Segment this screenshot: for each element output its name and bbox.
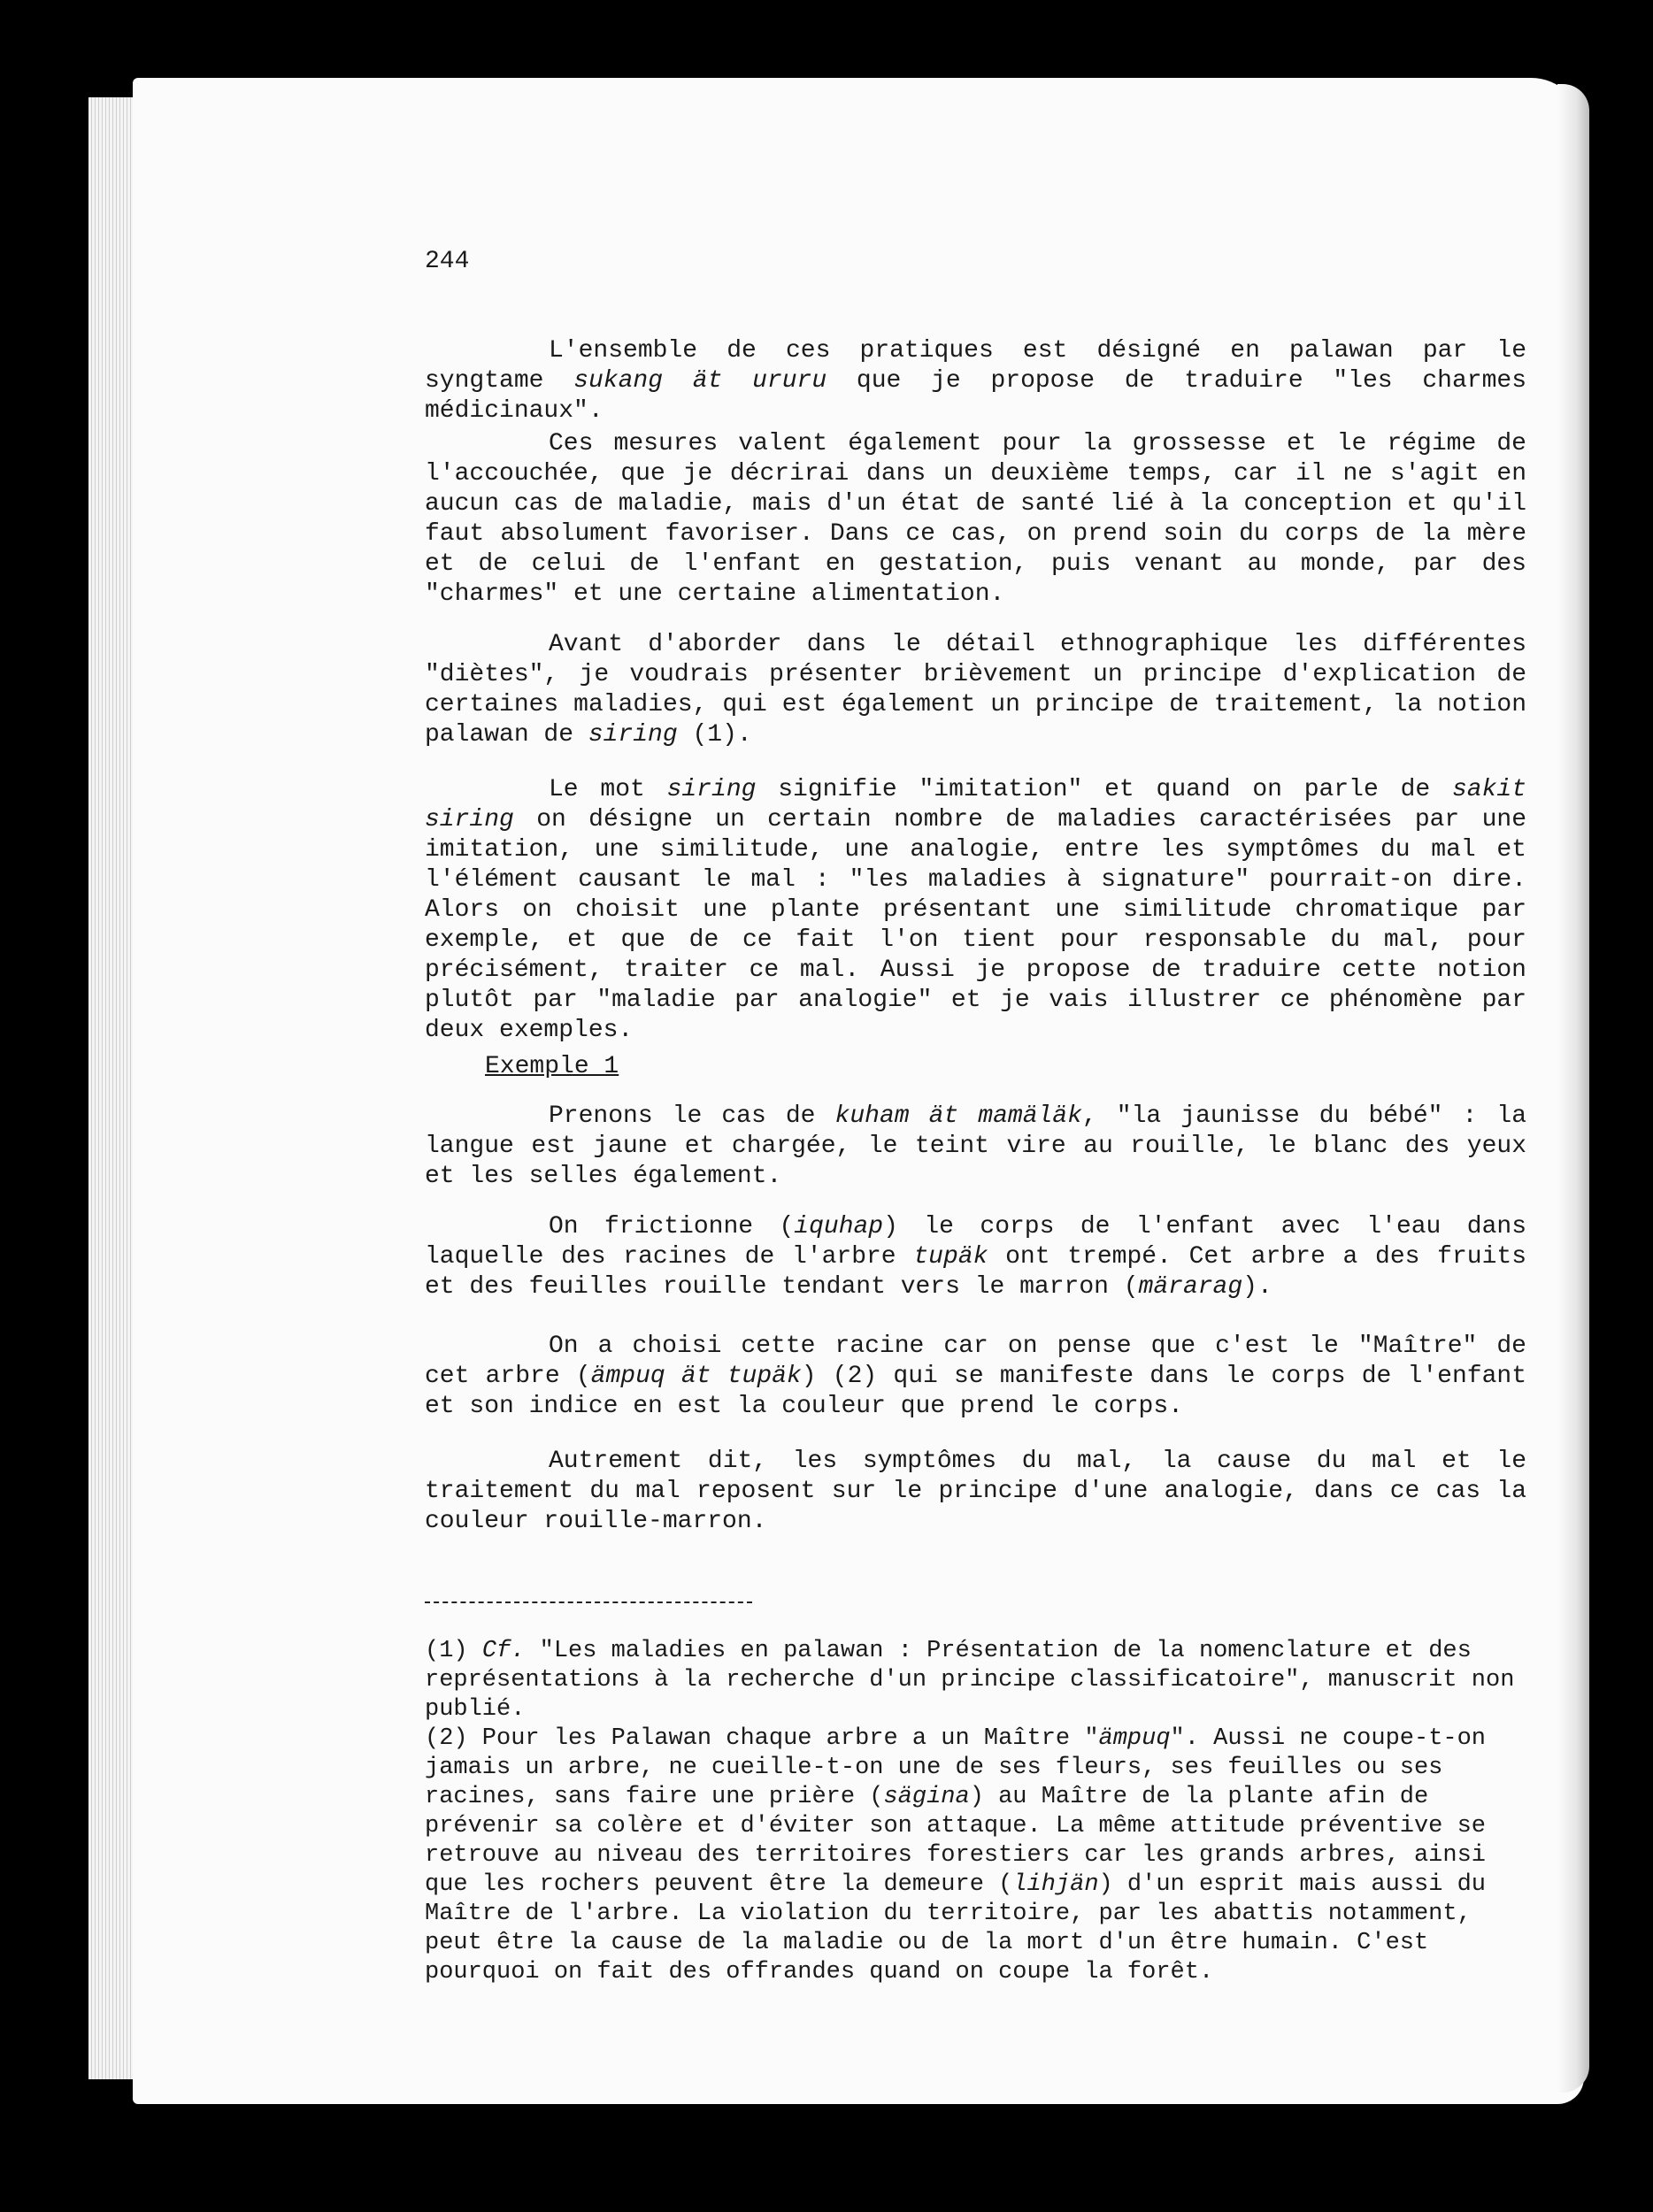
paragraph: Ces mesures valent également pour la grossesse et le régime de l'accouchée, que je décrirai dans un deuxième temps, car il ne s'agit en aucun cas de maladie, mais d'un état de santé lié à la conception et qu'il faut absolument favoriser. Dans ce cas, on prend soin du corps de la mère et de celui de l'enfant en gestation, puis venant au monde, par des "charmes" et une certaine alimentation.	[425, 430, 1526, 608]
section-heading: Exemple 1	[485, 1053, 619, 1080]
page-curl	[1557, 84, 1589, 2093]
paragraph: Autrement dit, les symptômes du mal, la cause du mal et le traitement du mal reposent sur le principe d'une analogie, dans ce cas la couleur rouille-marron.	[425, 1448, 1526, 1535]
paragraph: On a choisi cette racine car on pense que c'est le "Maître" de cet arbre (ämpuq ät tupäk) (2) qui se manifeste dans le corps de l'enfant et son indice en est la couleur que prend le corps.	[425, 1333, 1527, 1420]
paragraph: On frictionne (iquhap) le corps de l'enfant avec l'eau dans laquelle des racines de l'arbre tupäk ont trempé. Cet arbre a des fruits et des feuilles rouille tendant vers le marron (märarag).	[425, 1213, 1526, 1301]
italic-term: ämpuq	[1098, 1725, 1171, 1752]
italic-term: kuham ät mamäläk	[834, 1102, 1082, 1130]
paragraph: Le mot siring signifie "imitation" et quand on parle de sakit siring on désigne un certain nombre de maladies caractérisées par une imitation, une similitude, une analogie, entre les symptômes du mal et l'élément causant le mal : "les maladies à signature" pourrait-on dire. Alors on choisit une plante présentant une similitude chromatique par exemple, et que de ce fait l'on tient pour responsable du mal, pour précisément, traiter ce mal. Aussi je propose de traduire cette notion plutôt par "maladie par analogie" et je vais illustrer ce phénomène par deux exemples.	[425, 776, 1526, 1044]
italic-term: iquhap	[794, 1213, 884, 1240]
italic-term: Cf.	[481, 1638, 526, 1664]
paragraph: L'ensemble de ces pratiques est désigné en palawan par le syngtame sukang ät ururu que je propose de traduire "les charmes médicinaux".	[425, 337, 1526, 425]
italic-term: märarag	[1138, 1273, 1243, 1301]
italic-term: siring	[666, 776, 757, 803]
paragraph: Prenons le cas de kuham ät mamäläk, "la jaunisse du bébé" : la langue est jaune et chargée, le teint vire au rouille, le blanc des yeux et les selles également.	[425, 1102, 1527, 1190]
paragraph: Avant d'aborder dans le détail ethnographique les différentes "diètes", je voudrais présenter brièvement un principe d'explication de certaines maladies, qui est également un principe de traitement, la notion palawan de siring (1).	[425, 631, 1526, 749]
footnote: (2) Pour les Palawan chaque arbre a un Maître "ämpuq". Aussi ne coupe-t-on jamais un arbre, ne cueille-t-on une de ses fleurs, ses feuilles ou ses racines, sans faire une prière (sägina) au Maître de la plante afin de prévenir sa colère et d'éviter son attaque. La même attitude préventive se retrouve au niveau des territoires forestiers car les grands arbres, ainsi que les rochers peuvent être la demeure (lihjän) d'un esprit mais aussi du Maître de l'arbre. La violation du territoire, par les abattis notamment, peut être la cause de la maladie ou de la mort d'un être humain. C'est pourquoi on fait des offrandes quand on coupe la forêt.	[425, 1725, 1487, 1985]
italic-term: sukang ät ururu	[573, 367, 827, 395]
italic-term: sakit siring	[425, 776, 1526, 833]
italic-term: tupäk	[913, 1243, 988, 1271]
footnotes	[425, 1637, 1526, 1987]
italic-term: siring	[588, 721, 678, 749]
footnote: (1) Cf. "Les maladies en palawan : Présentation de la nomenclature et des représentations à la recherche d'un principe classificatoire", manuscrit non publié.	[425, 1638, 1515, 1723]
page-number: 244	[425, 248, 470, 275]
footnote-rule	[425, 1601, 752, 1603]
italic-term: lihjän	[1012, 1871, 1099, 1898]
italic-term: ämpuq ät tupäk	[590, 1363, 802, 1390]
italic-term: sägina	[883, 1784, 970, 1810]
